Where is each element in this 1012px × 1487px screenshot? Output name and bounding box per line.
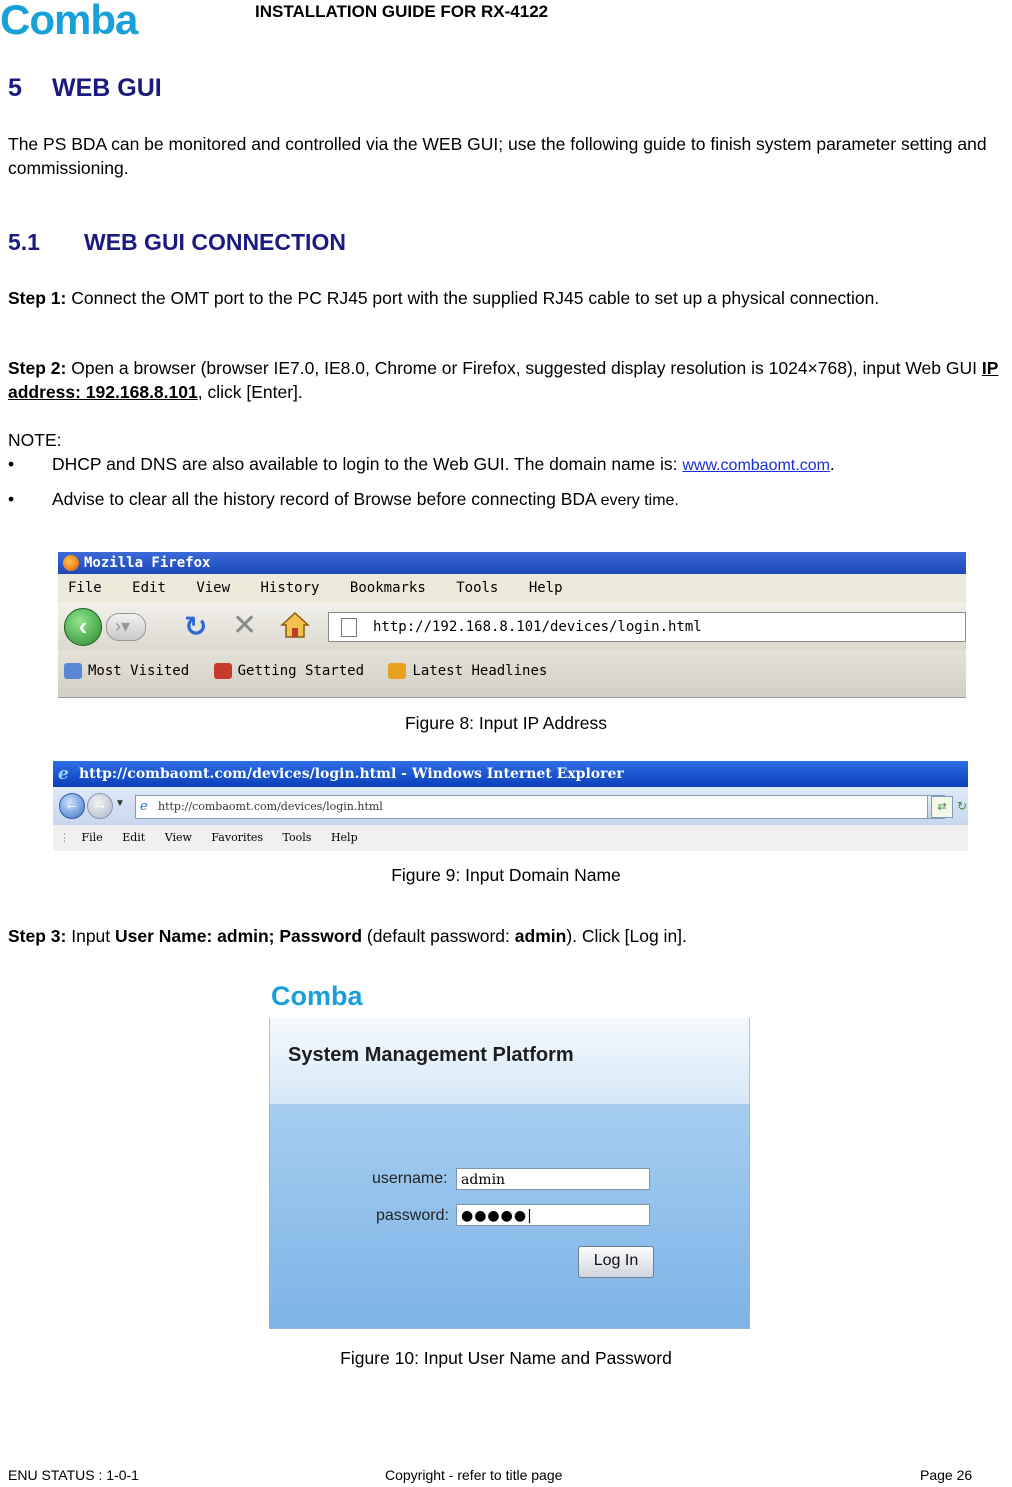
- ie-titlebar: e http://combaomt.com/devices/login.html - Windows Internet Explorer: [53, 761, 968, 787]
- menu-help[interactable]: Help: [528, 580, 563, 596]
- firefox-menubar: [58, 574, 966, 602]
- menu-view[interactable]: View: [164, 831, 192, 844]
- menu-history[interactable]: History: [260, 580, 320, 596]
- forward-arrow-icon[interactable]: →: [87, 793, 113, 819]
- back-arrow-icon[interactable]: ←: [59, 793, 85, 819]
- menu-bookmarks[interactable]: Bookmarks: [349, 580, 426, 596]
- menu-view[interactable]: View: [196, 580, 231, 596]
- figure-9-caption: Figure 9: Input Domain Name: [391, 865, 621, 885]
- step3-paragraph: Step 3: Input User Name: admin; Password (default password: admin). Click [Log in].: [8, 926, 687, 946]
- menu-edit[interactable]: Edit: [122, 831, 146, 844]
- ie-menubar: [53, 825, 968, 851]
- firefox-icon: [63, 555, 79, 571]
- domain-link[interactable]: www.combaomt.com: [682, 457, 830, 474]
- ie-address-bar[interactable]: e http://combaomt.com/devices/login.html: [135, 795, 945, 819]
- ie-screenshot: [53, 761, 968, 851]
- menu-file[interactable]: File: [81, 831, 103, 844]
- bookmark-getting-started[interactable]: Getting Started: [214, 663, 364, 679]
- figure-8-caption: Figure 8: Input IP Address: [404, 713, 608, 733]
- reload-icon[interactable]: ↻: [184, 611, 208, 642]
- ip-address: IP address: 192.168.8.101: [8, 358, 999, 402]
- username-label: username:: [372, 1170, 448, 1187]
- menu-edit[interactable]: Edit: [132, 580, 166, 596]
- subsection-heading: 5.1 WEB GUI CONNECTION: [8, 229, 346, 255]
- compatibility-icon[interactable]: ⇄: [931, 796, 953, 818]
- footer-status: ENU STATUS : 1-0-1: [8, 1467, 139, 1483]
- note-bullet-2: • Advise to clear all the history record of Browse before connecting BDA every time.: [8, 489, 679, 509]
- ie-navbar: [53, 787, 968, 825]
- login-button[interactable]: Log In: [578, 1246, 654, 1278]
- step1-paragraph: Step 1: Connect the OMT port to the PC RJ45 port with the supplied RJ45 cable to set up a physical connection.: [8, 288, 880, 308]
- back-arrow-icon[interactable]: ‹: [64, 608, 102, 646]
- note-title: NOTE:: [8, 430, 62, 450]
- firefox-titlebar: Mozilla Firefox: [58, 552, 966, 574]
- svg-text:Comba: Comba: [0, 0, 138, 40]
- bookmark-most-visited[interactable]: Most Visited: [64, 663, 189, 679]
- menu-tools[interactable]: Tools: [282, 831, 312, 844]
- username-input[interactable]: admin: [456, 1168, 650, 1190]
- note-bullet-1: • DHCP and DNS are also available to login to the Web GUI. The domain name is: www.combaomt.com.: [8, 454, 835, 474]
- section-heading: 5 WEB GUI: [8, 74, 162, 102]
- ie-icon: e: [58, 764, 69, 784]
- most-visited-icon: [64, 663, 82, 679]
- platform-title: System Management Platform: [288, 1044, 574, 1066]
- getting-started-icon: [214, 663, 232, 679]
- page-icon: [341, 618, 357, 637]
- login-screenshot: [267, 966, 750, 1332]
- password-input[interactable]: ●●●●●|: [456, 1204, 650, 1226]
- ie-page-icon: e: [140, 799, 148, 814]
- comba-logo: [0, 0, 185, 40]
- menu-file[interactable]: File: [68, 580, 102, 596]
- menu-tools[interactable]: Tools: [456, 580, 499, 596]
- login-form: [269, 1104, 750, 1329]
- menu-help[interactable]: Help: [330, 831, 358, 844]
- history-dropdown-icon[interactable]: ▼: [115, 798, 125, 809]
- footer-copyright: Copyright - refer to title page: [385, 1467, 563, 1483]
- step2-paragraph: Step 2: Open a browser (browser IE7.0, IE8.0, Chrome or Firefox, suggested display resolution is 1024×768), input Web GUI IP address: 192.168.8.101, click [Enter].: [8, 358, 999, 402]
- svg-text:Comba: Comba: [271, 981, 363, 1010]
- firefox-navbar: [58, 602, 966, 650]
- footer-page-number: Page 26: [920, 1467, 973, 1483]
- intro-paragraph: The PS BDA can be monitored and controlled via the WEB GUI; use the following guide to finish system parameter setting and commissioning.: [8, 134, 987, 178]
- home-icon[interactable]: [280, 611, 310, 639]
- bookmark-latest-headlines[interactable]: Latest Headlines: [388, 663, 547, 679]
- toolbar-grip-icon: ⋮: [59, 831, 70, 844]
- comba-login-logo: [271, 980, 381, 1010]
- firefox-address-bar[interactable]: http://192.168.8.101/devices/login.html: [328, 612, 966, 642]
- refresh-icon[interactable]: ↻: [957, 799, 968, 813]
- rss-feed-icon: [388, 663, 406, 679]
- document-title: INSTALLATION GUIDE FOR RX-4122: [255, 2, 549, 21]
- firefox-bookmarks-bar: [58, 650, 966, 695]
- firefox-screenshot: [58, 552, 966, 698]
- menu-favorites[interactable]: Favorites: [211, 831, 264, 844]
- forward-arrow-icon[interactable]: ›▾: [106, 613, 146, 641]
- stop-icon[interactable]: ✕: [232, 609, 258, 642]
- login-header: [269, 1018, 750, 1104]
- figure-10-caption: Figure 10: Input User Name and Password: [340, 1348, 672, 1368]
- password-label: password:: [376, 1207, 449, 1224]
